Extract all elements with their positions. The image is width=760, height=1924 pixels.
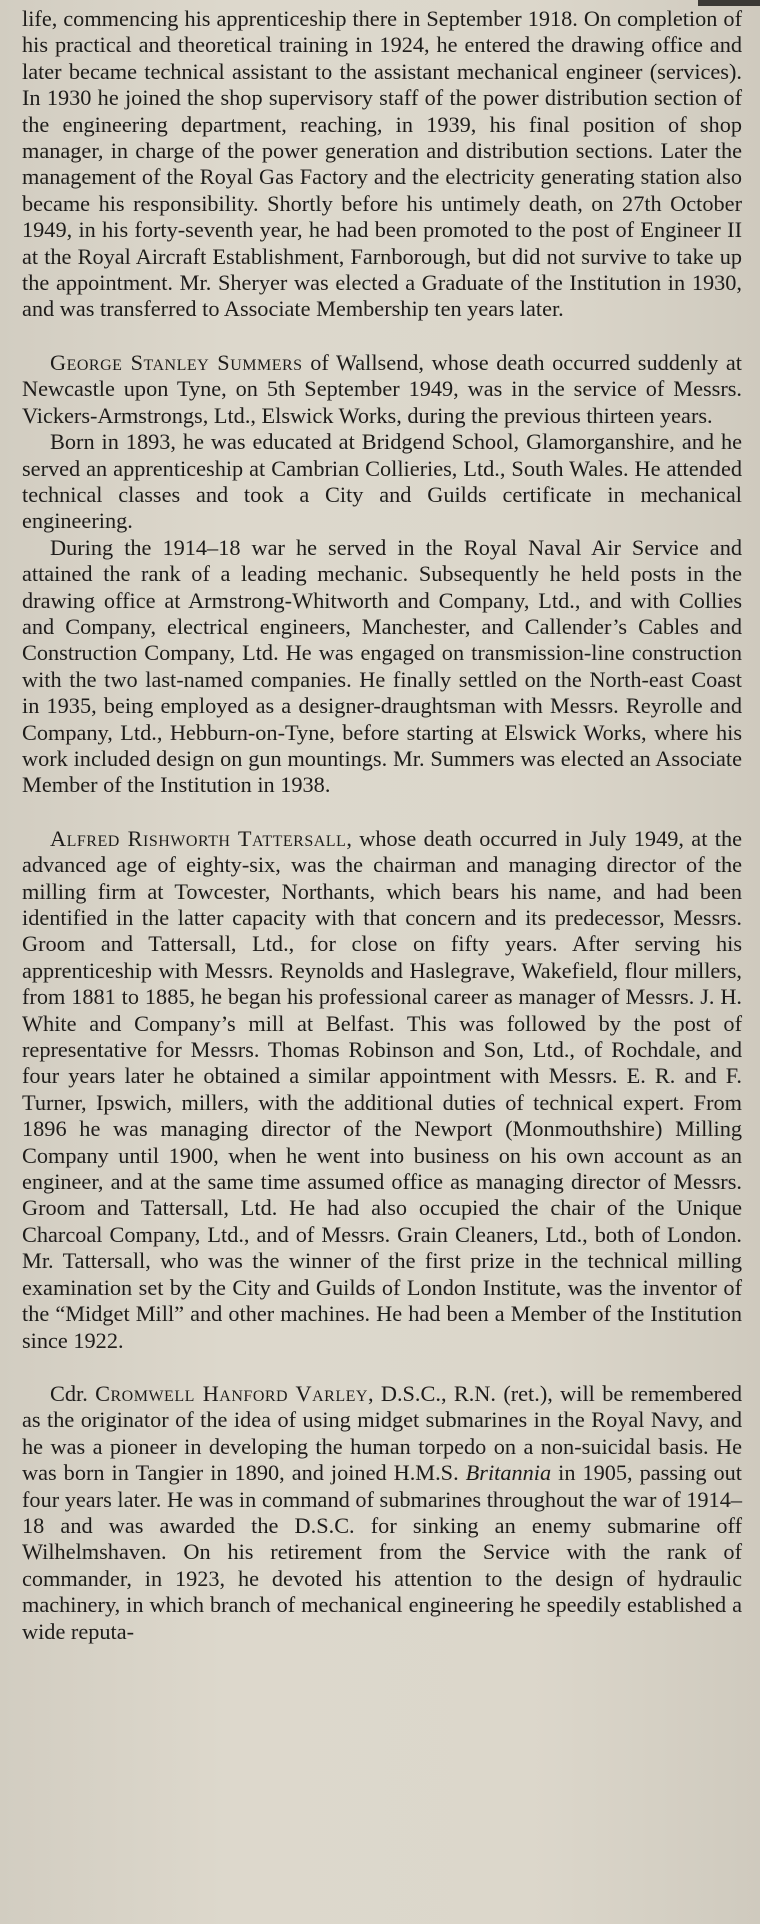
obituary-name: George Stanley Summers — [50, 349, 303, 375]
obituary-varley — [22, 1381, 742, 1645]
paragraph — [22, 826, 742, 1354]
obituary-rank: Cdr. — [50, 1380, 96, 1406]
paragraph-text: , whose death occurred in July 1949, at the advanced age of eighty-six, was the chairman and managing director of the milling firm at Towcester, Northants, which bears his name, and had been identified in the latter capacity with that concern and its predecessor, Messrs. Groom and Tattersall, Ltd., for close on fifty years. After serving his apprenticeship with Messrs. Reynolds and Haslegrave, Wakefield, flour millers, from 1881 to 1885, he began his professional career as manager of Messrs. J. H. White and Company’s mill at Belfast. This was followed by the post of representative for Messrs. Thomas Robinson and Son, Ltd., of Rochdale, and four years later he obtained a similar appointment with Messrs. E. R. and F. Turner, Ipswich, millers, with the additional duties of technical expert. From 1896 he was managing director of the Newport (Monmouthshire) Milling Company until 1900, when he went into business on his own account as an engineer, and at the same time assumed office as managing director of Messrs. Groom and Tattersall, Ltd. He had also occupied the chair of the Unique Charcoal Company, Ltd., and of Messrs. Grain Cleaners, Ltd., both of London. Mr. Tattersall, who was the winner of the first prize in the technical milling examination set by the City and Guilds of London Institute, was the inventor of the “Midget Mill” and other machines. He had been a Member of the Institution since 1922. — [22, 825, 742, 1353]
ship-name: Britannia — [465, 1460, 552, 1486]
obituary-honours: , D.S.C., R.N. (ret.) — [367, 1380, 548, 1406]
obituary-summers — [22, 350, 742, 799]
paragraph-text: , will be remembered as the originator of the idea of using midget submarines in the Royal Navy, and he was a pioneer in developing the human torpedo on a non-suicidal basis. He was born in Tangier in 1890, and joined H.M.S. — [22, 1380, 742, 1486]
obituary-tattersall — [22, 826, 742, 1354]
paragraph-text: of Wallsend, whose death occurred suddenly at Newcastle upon Tyne, on 5th September 1949, was in the service of Messrs. Vickers-Armstrongs, Ltd., Elswick Works, during the previous thirteen years. — [22, 349, 742, 428]
paragraph — [22, 350, 742, 429]
obituary-name: Alfred Rishworth Tattersall — [50, 825, 347, 851]
paragraph — [22, 1381, 742, 1645]
obituary-sheryer — [22, 6, 742, 323]
paragraph: life, commencing his apprenticeship there in September 1918. On completion of his practical and theoretical training in 1924, he entered the drawing office and later became technical assistant to the assistant mechanical engineer (services). In 1930 he joined the shop supervisory staff of the power distribution section of the engineering department, reaching, in 1939, his final position of shop manager, in charge of the power generation and distribution sections. Later the management of the Royal Gas Factory and the electricity generating station also became his responsibility. Shortly before his untimely death, on 27th October 1949, in his forty-seventh year, he had been promoted to the post of Engineer II at the Royal Aircraft Establishment, Farnborough, but did not survive to take up the appointment. Mr. Sheryer was elected a Graduate of the Institution in 1930, and was transferred to Associate Membership ten years later. — [22, 6, 742, 322]
paragraph: During the 1914–18 war he served in the Royal Naval Air Service and attained the rank of a leading mechanic. Subsequently he held posts in the drawing office at Armstrong-Whitworth and Company, Ltd., and with Collies and Company, electrical engineers, Manchester, and Callender’s Cables and Construction Company, Ltd. He was engaged on transmission-line construction with the two last-named companies. He finally settled on the North-east Coast in 1935, being employed as a designer-draughtsman with Messrs. Reyrolle and Company, Ltd., Hebburn-on-Tyne, before starting at Elswick Works, where his work included design on gun mountings. Mr. Summers was elected an Associate Member of the Institution in 1938. — [22, 534, 742, 798]
page-corner-tab — [698, 0, 760, 6]
obituary-name: Cromwell Hanford Varley — [95, 1380, 368, 1406]
paragraph: Born in 1893, he was educated at Bridgend School, Glamorganshire, and he served an apprenticeship at Cambrian Collieries, Ltd., South Wales. He attended technical classes and took a City and Guilds certificate in mechanical engineering. — [22, 429, 742, 534]
paragraph-text: in 1905, passing out four years later. He was in command of submarines throughout the war of 1914–18 and was awarded the D.S.C. for sinking an enemy submarine off Wilhelmshaven. On his retirement from the Service with the rank of commander, in 1923, he devoted his attention to the design of hydraulic machinery, in which branch of mechanical engineering he speedily established a wide reputa- — [22, 1460, 742, 1644]
